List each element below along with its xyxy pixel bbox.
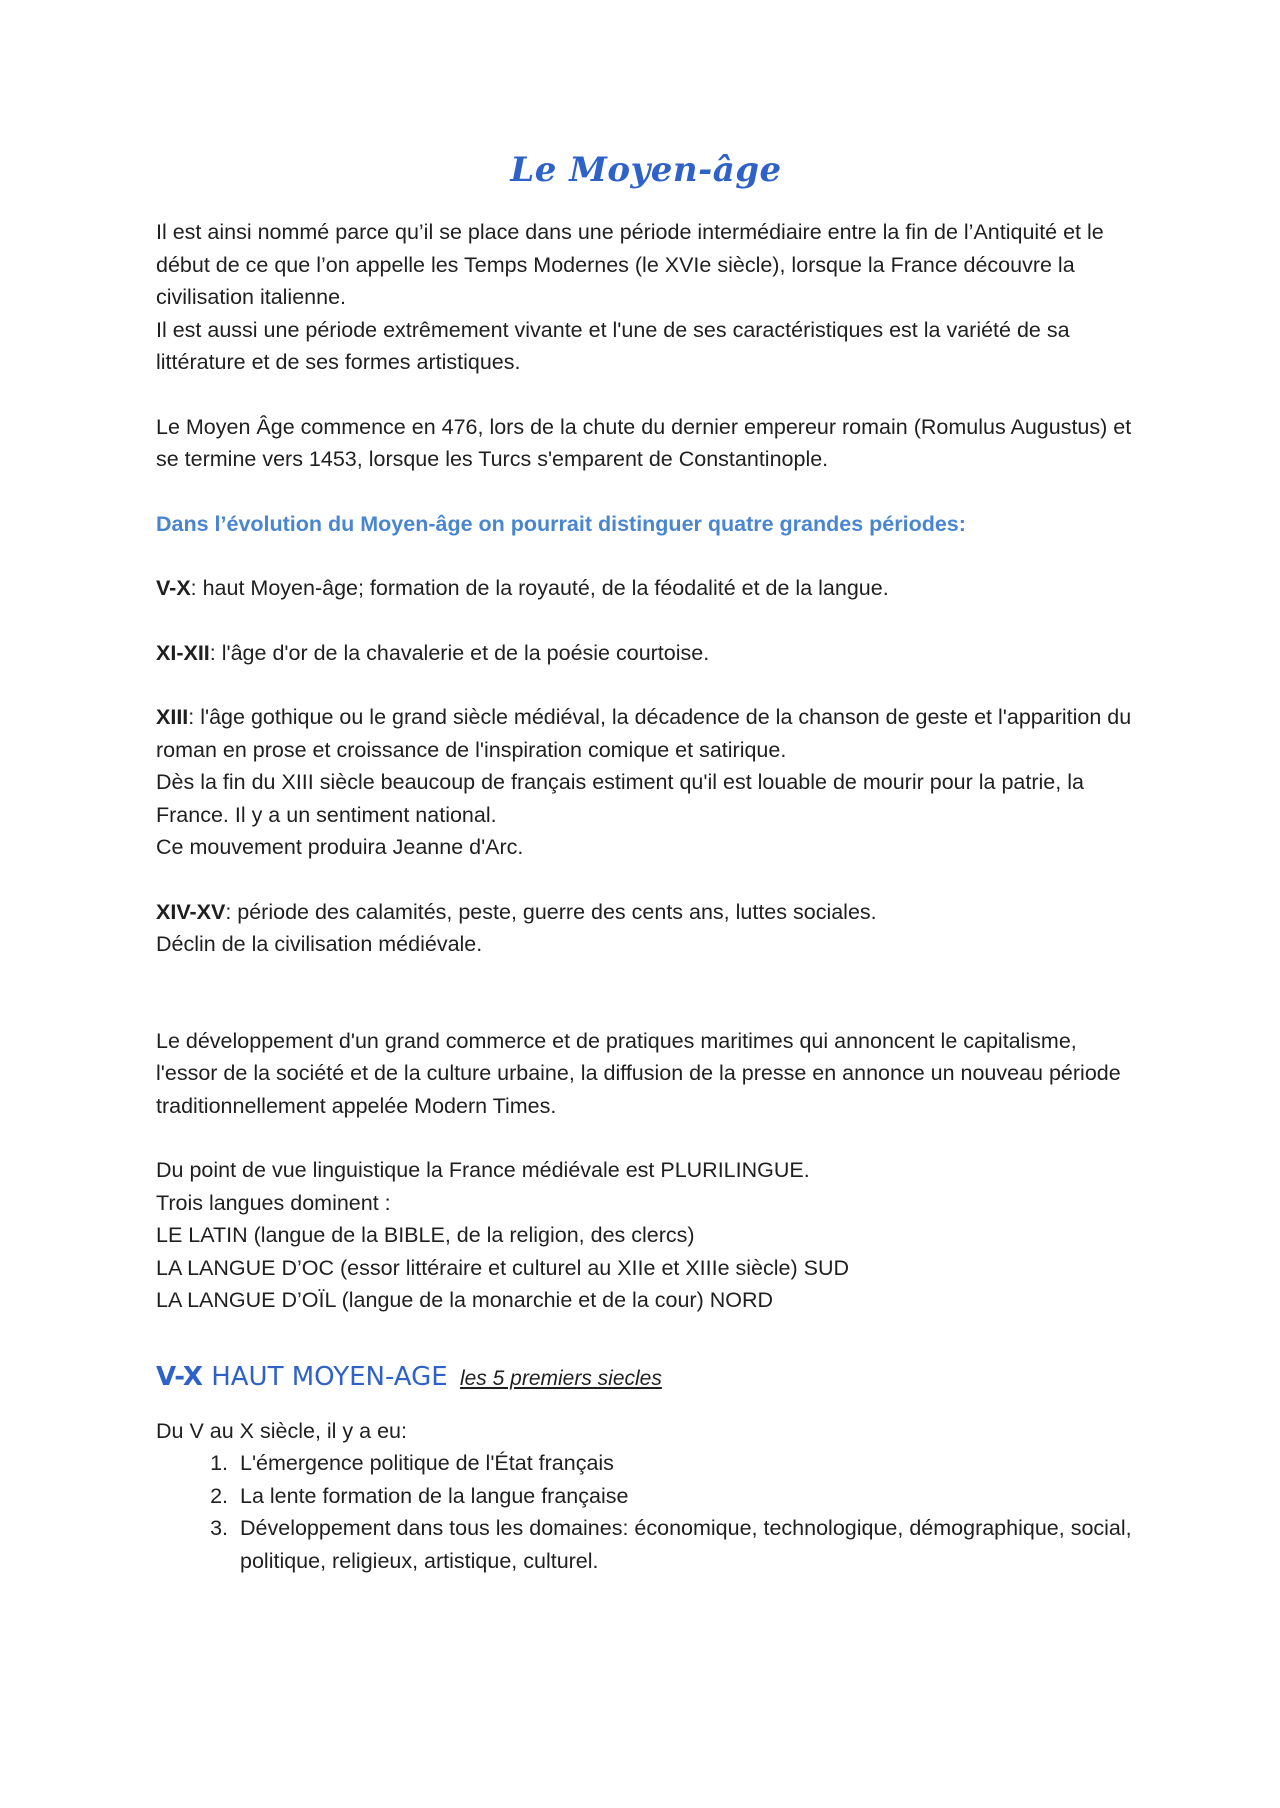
- period-label: XIII: [156, 705, 189, 729]
- languages-dominent: Trois langues dominent :: [156, 1190, 391, 1215]
- period-text: : l'âge gothique ou le grand siècle médiéval, la décadence de la chanson de geste et l'apparition du roman en prose et croissance de l'inspiration comique et satirique.: [156, 705, 1132, 762]
- document-page: [156, 150, 1136, 1577]
- intro-paragraph-2: Il est aussi une période extrêmement vivante et l'une de ses caractéristiques est la variété de sa littérature et de ses formes artistiques.: [156, 317, 1070, 374]
- xiv-extra: Déclin de la civilisation médiévale.: [156, 932, 483, 956]
- xiii-extra-2: Ce mouvement produira Jeanne d'Arc.: [156, 835, 524, 859]
- period-xiii: [156, 701, 1136, 766]
- period-label: XI-XII: [156, 640, 210, 665]
- section-heading: [156, 1357, 1136, 1399]
- section-subtitle: les 5 premiers siecles: [459, 1366, 662, 1390]
- intro-paragraph-1: Il est ainsi nommé parce qu’il se place dans une période intermédiaire entre la fin de l’Antiquité et le début de ce que l’on appelle les Temps Modernes (le XVIe siècle), lorsque la France découvre la civilisation italienne.: [156, 220, 1104, 309]
- intro-paragraph-3: Le Moyen Âge commence en 476, lors de la chute du dernier empereur romain (Romulus Augustus) et se termine vers 1453, lorsque les Turcs s'emparent de Constantinople.: [156, 414, 1132, 471]
- page-title: Le Moyen-âge: [510, 150, 782, 190]
- period-v-x: [156, 572, 1136, 605]
- section-range: V-X: [156, 1361, 203, 1392]
- period-xi-xii: [156, 637, 1136, 670]
- period-text: : l'âge d'or de la chavalerie et de la poésie courtoise.: [209, 640, 710, 665]
- language-latin: LE LATIN (langue de la BIBLE, de la religion, des clercs): [156, 1223, 695, 1247]
- section-lead: Du V au X siècle, il y a eu:: [156, 1418, 407, 1443]
- period-text: : période des calamités, peste, guerre des cents ans, luttes sociales.: [225, 899, 877, 924]
- xiii-extra-1: Dès la fin du XIII siècle beaucoup de français estiment qu'il est louable de mourir pour la patrie, la France. Il y a un sentiment national.: [156, 770, 1084, 827]
- section-list: [156, 1447, 1136, 1577]
- period-xiv-xv: [156, 896, 1136, 929]
- periods-heading: Dans l’évolution du Moyen-âge on pourrait distinguer quatre grandes périodes:: [156, 511, 966, 536]
- list-item: 3. Développement dans tous les domaines: économique, technologique, démographique, social, politique, religieux, artistique, culturel.: [234, 1512, 1136, 1577]
- period-label: XIV-XV: [156, 899, 226, 924]
- period-label: V-X: [156, 576, 191, 600]
- list-item: 2. La lente formation de la langue française: [234, 1480, 1136, 1513]
- list-item: 1. L'émergence politique de l'État français: [234, 1447, 1136, 1480]
- commerce-paragraph: Le développement d'un grand commerce et de pratiques maritimes qui annoncent le capitalisme, l'essor de la société et de la culture urbaine, la diffusion de la presse en annonce un nouveau période traditionnellement appelée Modern Times.: [156, 1028, 1121, 1118]
- languages-intro: Du point de vue linguistique la France médiévale est PLURILINGUE.: [156, 1158, 810, 1182]
- language-oc: LA LANGUE D’OC (essor littéraire et culturel au XIIe et XIIIe siècle) SUD: [156, 1255, 850, 1280]
- section-title: HAUT MOYEN-AGE: [211, 1361, 448, 1392]
- period-text: : haut Moyen-âge; formation de la royauté, de la féodalité et de la langue.: [190, 576, 889, 600]
- language-oil: LA LANGUE D’OÏL (langue de la monarchie et de la cour) NORD: [156, 1288, 774, 1312]
